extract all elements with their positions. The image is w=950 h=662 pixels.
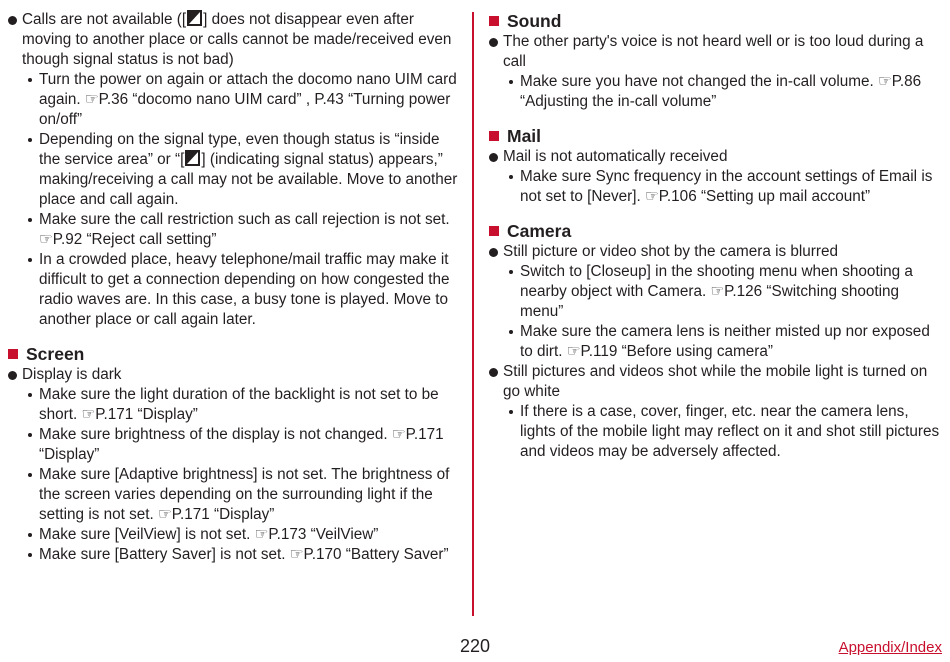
sound-heading: Sound	[488, 10, 943, 32]
column-divider	[472, 12, 474, 616]
mail-heading: Mail	[488, 125, 943, 147]
signal-status-icon	[187, 10, 202, 26]
camera-sub-3: If there is a case, cover, finger, etc. near the camera lens, lights of the mobile light may reflect on it and shot still pictures and videos may be adversely affected.	[488, 402, 943, 462]
screen-heading: Screen	[7, 343, 462, 365]
section-square-icon	[489, 16, 499, 26]
calls-bullet: Calls are not available ([ ] does not disappear even after moving to another place or calls cannot be made/received even though signal status is not bad)	[7, 10, 462, 70]
camera-heading: Camera	[488, 220, 943, 242]
screen-sub-4: Make sure [VeilView] is not set. ☞P.173 “VeilView”	[7, 525, 462, 545]
screen-sub-1: Make sure the light duration of the backlight is not set to be short. ☞P.171 “Display”	[7, 385, 462, 425]
sound-sub-1: Make sure you have not changed the in-call volume. ☞P.86 “Adjusting the in-call volume”	[488, 72, 943, 112]
screen-sub-3: Make sure [Adaptive brightness] is not set. The brightness of the screen varies depending on the surrounding light if the setting is not set. ☞P.171 “Display”	[7, 465, 462, 525]
mail-sub-1: Make sure Sync frequency in the account settings of Email is not set to [Never]. ☞P.106 “Setting up mail account”	[488, 167, 943, 207]
camera-sub-1: Switch to [Closeup] in the shooting menu when shooting a nearby object with Camera. ☞P.126 “Switching shooting menu”	[488, 262, 943, 322]
camera-bullet-1: Still picture or video shot by the camera is blurred	[488, 242, 943, 262]
page-number: 220	[459, 636, 491, 656]
mail-bullet: Mail is not automatically received	[488, 147, 943, 167]
section-square-icon	[489, 226, 499, 236]
calls-sub-1: Turn the power on again or attach the docomo nano UIM card again. ☞P.36 “docomo nano UIM card” , P.43 “Turning power on/off”	[7, 70, 462, 130]
sound-bullet: The other party's voice is not heard well or is too loud during a call	[488, 32, 943, 72]
section-square-icon	[489, 131, 499, 141]
screen-sub-2: Make sure brightness of the display is not changed. ☞P.171 “Display”	[7, 425, 462, 465]
screen-sub-5: Make sure [Battery Saver] is not set. ☞P.170 “Battery Saver”	[7, 545, 462, 565]
left-column	[7, 10, 462, 565]
appendix-index-link[interactable]: Appendix/Index	[838, 639, 942, 656]
right-column	[488, 10, 943, 462]
signal-status-icon	[185, 150, 200, 166]
calls-sub-3: Make sure the call restriction such as call rejection is not set. ☞P.92 “Reject call setting”	[7, 210, 462, 250]
section-square-icon	[8, 349, 18, 359]
calls-sub-4: In a crowded place, heavy telephone/mail traffic may make it difficult to get a connection depending on how congested the radio waves are. In this case, a busy tone is played. Move to another place or call again later.	[7, 250, 462, 330]
camera-sub-2: Make sure the camera lens is neither misted up nor exposed to dirt. ☞P.119 “Before using camera”	[488, 322, 943, 362]
calls-sub-2: Depending on the signal type, even though status is “inside the service area” or “[ ] (indicating signal status) appears,” making/receiving a call may not be available. Move to another place and call again.	[7, 130, 462, 210]
camera-bullet-2: Still pictures and videos shot while the mobile light is turned on go white	[488, 362, 943, 402]
screen-bullet: Display is dark	[7, 365, 462, 385]
